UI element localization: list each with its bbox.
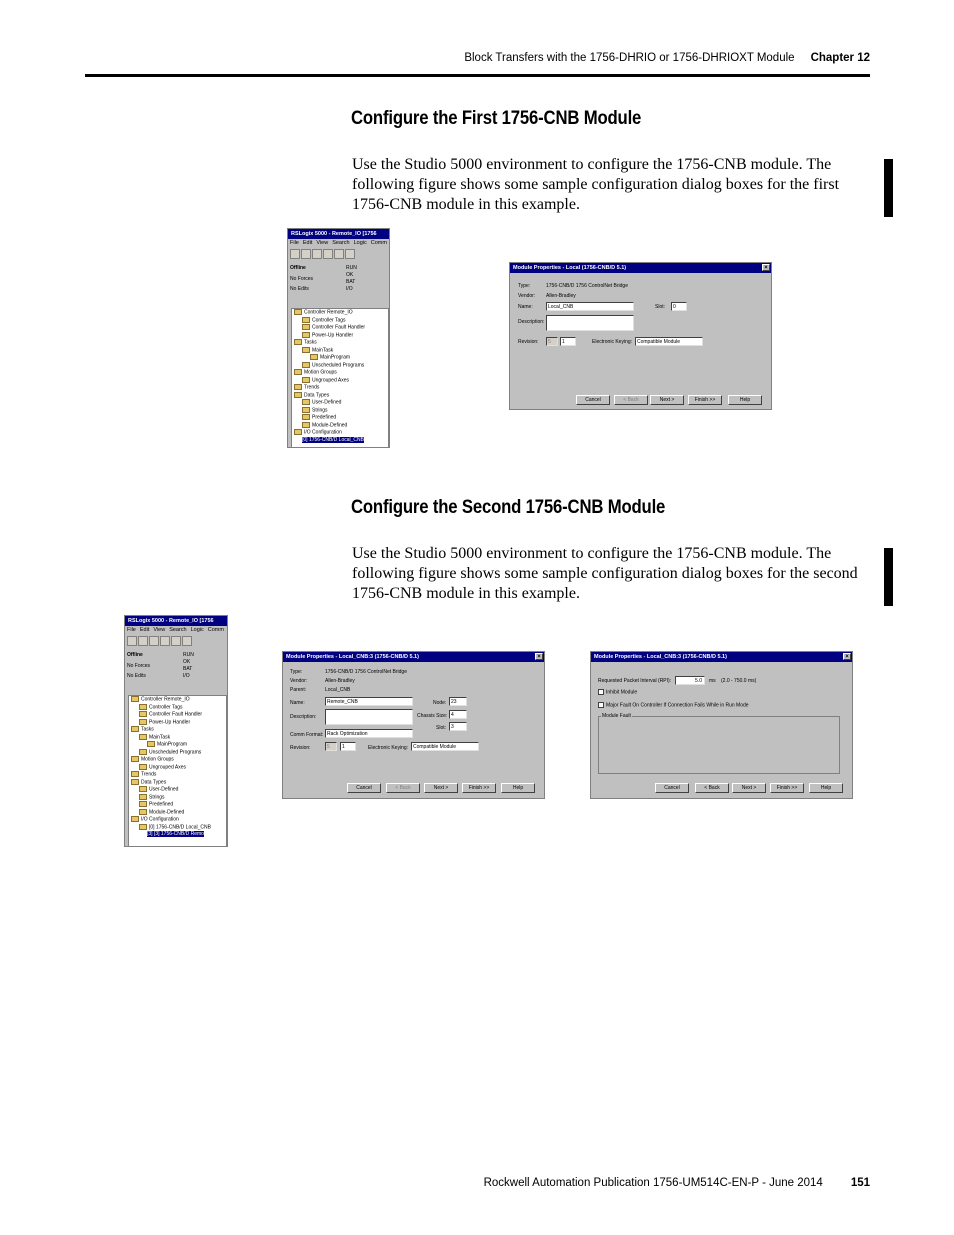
tree-item[interactable]: Module-Defined — [292, 422, 388, 430]
tree-item[interactable]: Predefined — [292, 414, 388, 422]
major-fault-label: Major Fault On Controller If Connection Fails While in Run Mode — [606, 702, 749, 709]
revision-minor[interactable]: 1 — [340, 742, 356, 751]
tree-item[interactable]: I/O Configuration — [292, 429, 388, 437]
vendor-value: Allen-Bradley — [546, 293, 576, 299]
tree-item[interactable]: MainTask — [292, 347, 388, 355]
revision-label: Revision: — [518, 339, 539, 345]
page-number: 151 — [850, 1177, 870, 1189]
tree-item[interactable]: Tasks — [129, 726, 226, 734]
paste-icon[interactable] — [182, 636, 192, 646]
help-button[interactable]: Help — [728, 395, 762, 405]
rslogix-window-1 — [287, 228, 390, 448]
footer-publication: Rockwell Automation Publication 1756-UM514C-EN-P - June 2014 — [483, 1177, 823, 1189]
menu-logic[interactable]: Logic — [190, 627, 204, 633]
help-button[interactable]: Help — [501, 783, 535, 793]
keying-label: Electronic Keying: — [368, 745, 409, 751]
next-button[interactable]: Next > — [732, 783, 766, 793]
close-icon[interactable]: × — [535, 653, 543, 660]
section1-paragraph: Use the Studio 5000 environment to configure the 1756-CNB module. The following figure shows some sample configuration dialog boxes for the first 1756-CNB module in this example. — [352, 156, 840, 213]
tree-item-selected[interactable]: [0] 1756-CNB/D Local_CNB — [302, 436, 364, 443]
node-label: Node: — [433, 700, 447, 706]
rpi-unit: ms — [709, 678, 716, 684]
led-ok: OK — [346, 272, 354, 278]
parent-value: Local_CNB — [325, 687, 351, 693]
menu-view[interactable]: View — [153, 627, 166, 633]
tree-item[interactable]: [0] 1756-CNB/D Local_CNB — [129, 824, 226, 832]
menu-comm[interactable]: Comm — [370, 240, 387, 246]
header-chapter: Chapter 12 — [810, 52, 870, 64]
save-icon[interactable] — [149, 636, 159, 646]
module-fault-group — [598, 716, 840, 774]
help-button[interactable]: Help — [809, 783, 843, 793]
tree-item[interactable]: Ungrouped Axes — [292, 377, 388, 385]
comm-format-select[interactable]: Rack Optimization — [325, 729, 413, 738]
cancel-button[interactable]: Cancel — [655, 783, 689, 793]
slot-label: Slot: — [436, 725, 447, 731]
keying-label: Electronic Keying: — [592, 339, 633, 345]
open-icon[interactable] — [138, 636, 148, 646]
menu-logic[interactable]: Logic — [353, 240, 367, 246]
menu-file[interactable]: File — [290, 240, 299, 246]
slot-label: Slot: — [655, 304, 666, 310]
revision-major: 5 — [325, 742, 337, 751]
change-bar — [884, 159, 893, 217]
close-icon[interactable]: × — [762, 264, 770, 271]
status-panel — [288, 262, 389, 298]
cut-icon[interactable] — [160, 636, 170, 646]
module-properties-dialog-2 — [282, 651, 545, 799]
keying-select[interactable]: Compatible Module — [411, 742, 479, 751]
chassis-size-input[interactable]: 4 — [449, 710, 467, 719]
type-value: 1756-CNB/D 1756 ControlNet Bridge — [325, 669, 407, 675]
tree-item[interactable]: Ungrouped Axes — [129, 764, 226, 772]
dialog-title: Module Properties - Local_CNB:3 (1756-CNB/D 5.1) × — [591, 652, 852, 662]
tree-item[interactable]: Data Types — [129, 779, 226, 787]
led-ok: OK — [183, 659, 191, 665]
name-input[interactable]: Remote_CNB — [325, 697, 413, 706]
name-label: Name: — [518, 304, 533, 310]
new-icon[interactable] — [127, 636, 137, 646]
chassis-size-label: Chassis Size: — [417, 713, 448, 719]
paste-icon[interactable] — [345, 249, 355, 259]
tree-item[interactable]: Data Types — [292, 392, 388, 400]
back-button[interactable]: < Back — [695, 783, 729, 793]
slot-input[interactable]: 3 — [449, 722, 467, 731]
vendor-label: Vendor: — [290, 678, 308, 684]
copy-icon[interactable] — [171, 636, 181, 646]
header-title: Block Transfers with the 1756-DHRIO or 1756-DHRIOXT Module — [464, 52, 795, 64]
menu-view[interactable]: View — [316, 240, 329, 246]
led-run: RUN — [346, 265, 357, 271]
finish-button[interactable]: Finish >> — [770, 783, 804, 793]
tree-item[interactable]: Power-Up Handler — [129, 719, 226, 727]
tree-item[interactable]: MainProgram — [292, 354, 388, 362]
tree-item[interactable]: Controller Remote_IO — [292, 309, 388, 317]
back-button: < Back — [386, 783, 420, 793]
description-label: Description: — [290, 714, 317, 720]
tree-item[interactable]: Unscheduled Programs — [292, 362, 388, 370]
controller-organizer — [291, 308, 389, 448]
status-panel — [125, 649, 227, 685]
rpi-label: Requested Packet Interval (RPI): — [598, 678, 672, 684]
type-label: Type: — [518, 283, 531, 289]
finish-button[interactable]: Finish >> — [462, 783, 496, 793]
tree-item[interactable]: Tasks — [292, 339, 388, 347]
menu-edit[interactable]: Edit — [139, 627, 150, 633]
finish-button[interactable]: Finish >> — [688, 395, 722, 405]
tree-item[interactable]: Unscheduled Programs — [129, 749, 226, 757]
menu-bar — [125, 626, 227, 635]
toolbar — [288, 248, 389, 262]
cancel-button[interactable]: Cancel — [576, 395, 610, 405]
inhibit-checkbox[interactable] — [598, 689, 637, 695]
status-edits: No Edits — [290, 286, 309, 292]
tree-item[interactable]: Trends — [129, 771, 226, 779]
led-run: RUN — [183, 652, 194, 658]
open-icon[interactable] — [301, 249, 311, 259]
revision-label: Revision: — [290, 745, 311, 751]
new-icon[interactable] — [290, 249, 300, 259]
module-fault-label: Module Fault — [602, 713, 631, 719]
parent-label: Parent: — [290, 687, 307, 693]
next-button[interactable]: Next > — [650, 395, 684, 405]
status-forces: No Forces — [290, 276, 314, 282]
description-label: Description: — [518, 319, 545, 325]
toolbar — [125, 635, 227, 649]
type-label: Type: — [290, 669, 303, 675]
tree-item[interactable]: Controller Tags — [129, 704, 226, 712]
tree-item[interactable]: MainProgram — [129, 741, 226, 749]
running-header — [464, 52, 870, 64]
tree-item[interactable]: Controller Tags — [292, 317, 388, 325]
led-io: I/O — [183, 673, 190, 679]
name-label: Name: — [290, 700, 305, 706]
status-offline: Offline — [127, 652, 143, 658]
back-button: < Back — [614, 395, 648, 405]
tree-item[interactable]: Module-Defined — [129, 809, 226, 817]
tree-item-selected[interactable]: [3] [3] 1756-CNB/D Remo — [147, 831, 204, 837]
status-forces: No Forces — [127, 663, 151, 669]
tree-item[interactable]: Controller Remote_IO — [129, 696, 226, 704]
major-fault-checkbox[interactable] — [598, 702, 749, 708]
page-footer — [85, 1177, 870, 1189]
revision-minor[interactable]: 1 — [560, 337, 576, 346]
tree-item[interactable]: Controller Fault Handler — [129, 711, 226, 719]
menu-bar — [288, 239, 389, 248]
dialog-title: Module Properties - Local_CNB:3 (1756-CNB/D 5.1) × — [283, 652, 544, 662]
description-input[interactable] — [325, 709, 413, 725]
change-bar — [884, 548, 893, 606]
dialog-title: Module Properties - Local (1756-CNB/D 5.1) × — [510, 263, 771, 273]
header-rule — [85, 74, 870, 77]
revision-major: 5 — [546, 337, 558, 346]
tree-item[interactable]: Predefined — [129, 801, 226, 809]
cancel-button[interactable]: Cancel — [347, 783, 381, 793]
cut-icon[interactable] — [323, 249, 333, 259]
tree-item[interactable]: User-Defined — [292, 399, 388, 407]
led-bat: BAT — [183, 666, 193, 672]
section1-heading: Configure the First 1756-CNB Module — [351, 108, 642, 129]
window-title: RSLogix 5000 - Remote_IO [1756 — [125, 616, 227, 626]
save-icon[interactable] — [312, 249, 322, 259]
led-bat: BAT — [346, 279, 356, 285]
section2-heading: Configure the Second 1756-CNB Module — [351, 497, 666, 518]
tree-item[interactable]: I/O Configuration — [129, 816, 226, 824]
next-button[interactable]: Next > — [424, 783, 458, 793]
menu-edit[interactable]: Edit — [302, 240, 313, 246]
inhibit-label: Inhibit Module — [606, 689, 638, 696]
controller-organizer — [128, 695, 227, 847]
name-input[interactable]: Local_CNB — [546, 302, 634, 311]
status-edits: No Edits — [127, 673, 146, 679]
tree-item[interactable]: User-Defined — [129, 786, 226, 794]
module-properties-dialog-1 — [509, 262, 772, 410]
rpi-input[interactable]: 5.0 — [675, 676, 705, 685]
menu-comm[interactable]: Comm — [207, 627, 224, 633]
description-input[interactable] — [546, 315, 634, 331]
module-properties-dialog-3 — [590, 651, 853, 799]
copy-icon[interactable] — [334, 249, 344, 259]
tree-item[interactable]: Strings — [292, 407, 388, 415]
tree-item[interactable]: Trends — [292, 384, 388, 392]
vendor-value: Allen-Bradley — [325, 678, 355, 684]
tree-item[interactable]: Strings — [129, 794, 226, 802]
keying-select[interactable]: Compatible Module — [635, 337, 703, 346]
status-offline: Offline — [290, 265, 306, 271]
menu-file[interactable]: File — [127, 627, 136, 633]
node-input[interactable]: 23 — [449, 697, 467, 706]
tree-item[interactable]: Power-Up Handler — [292, 332, 388, 340]
tree-item[interactable]: Controller Fault Handler — [292, 324, 388, 332]
slot-input[interactable]: 0 — [671, 302, 687, 311]
vendor-label: Vendor: — [518, 293, 536, 299]
section2-paragraph: Use the Studio 5000 environment to configure the 1756-CNB module. The following figure shows some sample configuration dialog boxes for the second 1756-CNB module in this example. — [352, 545, 858, 602]
rslogix-window-2 — [124, 615, 228, 847]
rpi-range: (2.0 - 750.0 ms) — [721, 678, 757, 684]
menu-search[interactable]: Search — [169, 627, 187, 633]
tree-item[interactable]: Motion Groups — [292, 369, 388, 377]
type-value: 1756-CNB/D 1756 ControlNet Bridge — [546, 283, 628, 289]
tree-item[interactable]: MainTask — [129, 734, 226, 742]
close-icon[interactable]: × — [843, 653, 851, 660]
menu-search[interactable]: Search — [332, 240, 350, 246]
window-title: RSLogix 5000 - Remote_IO [1756 — [288, 229, 389, 239]
comm-format-label: Comm Format: — [290, 732, 324, 738]
led-io: I/O — [346, 286, 353, 292]
tree-item[interactable]: Motion Groups — [129, 756, 226, 764]
